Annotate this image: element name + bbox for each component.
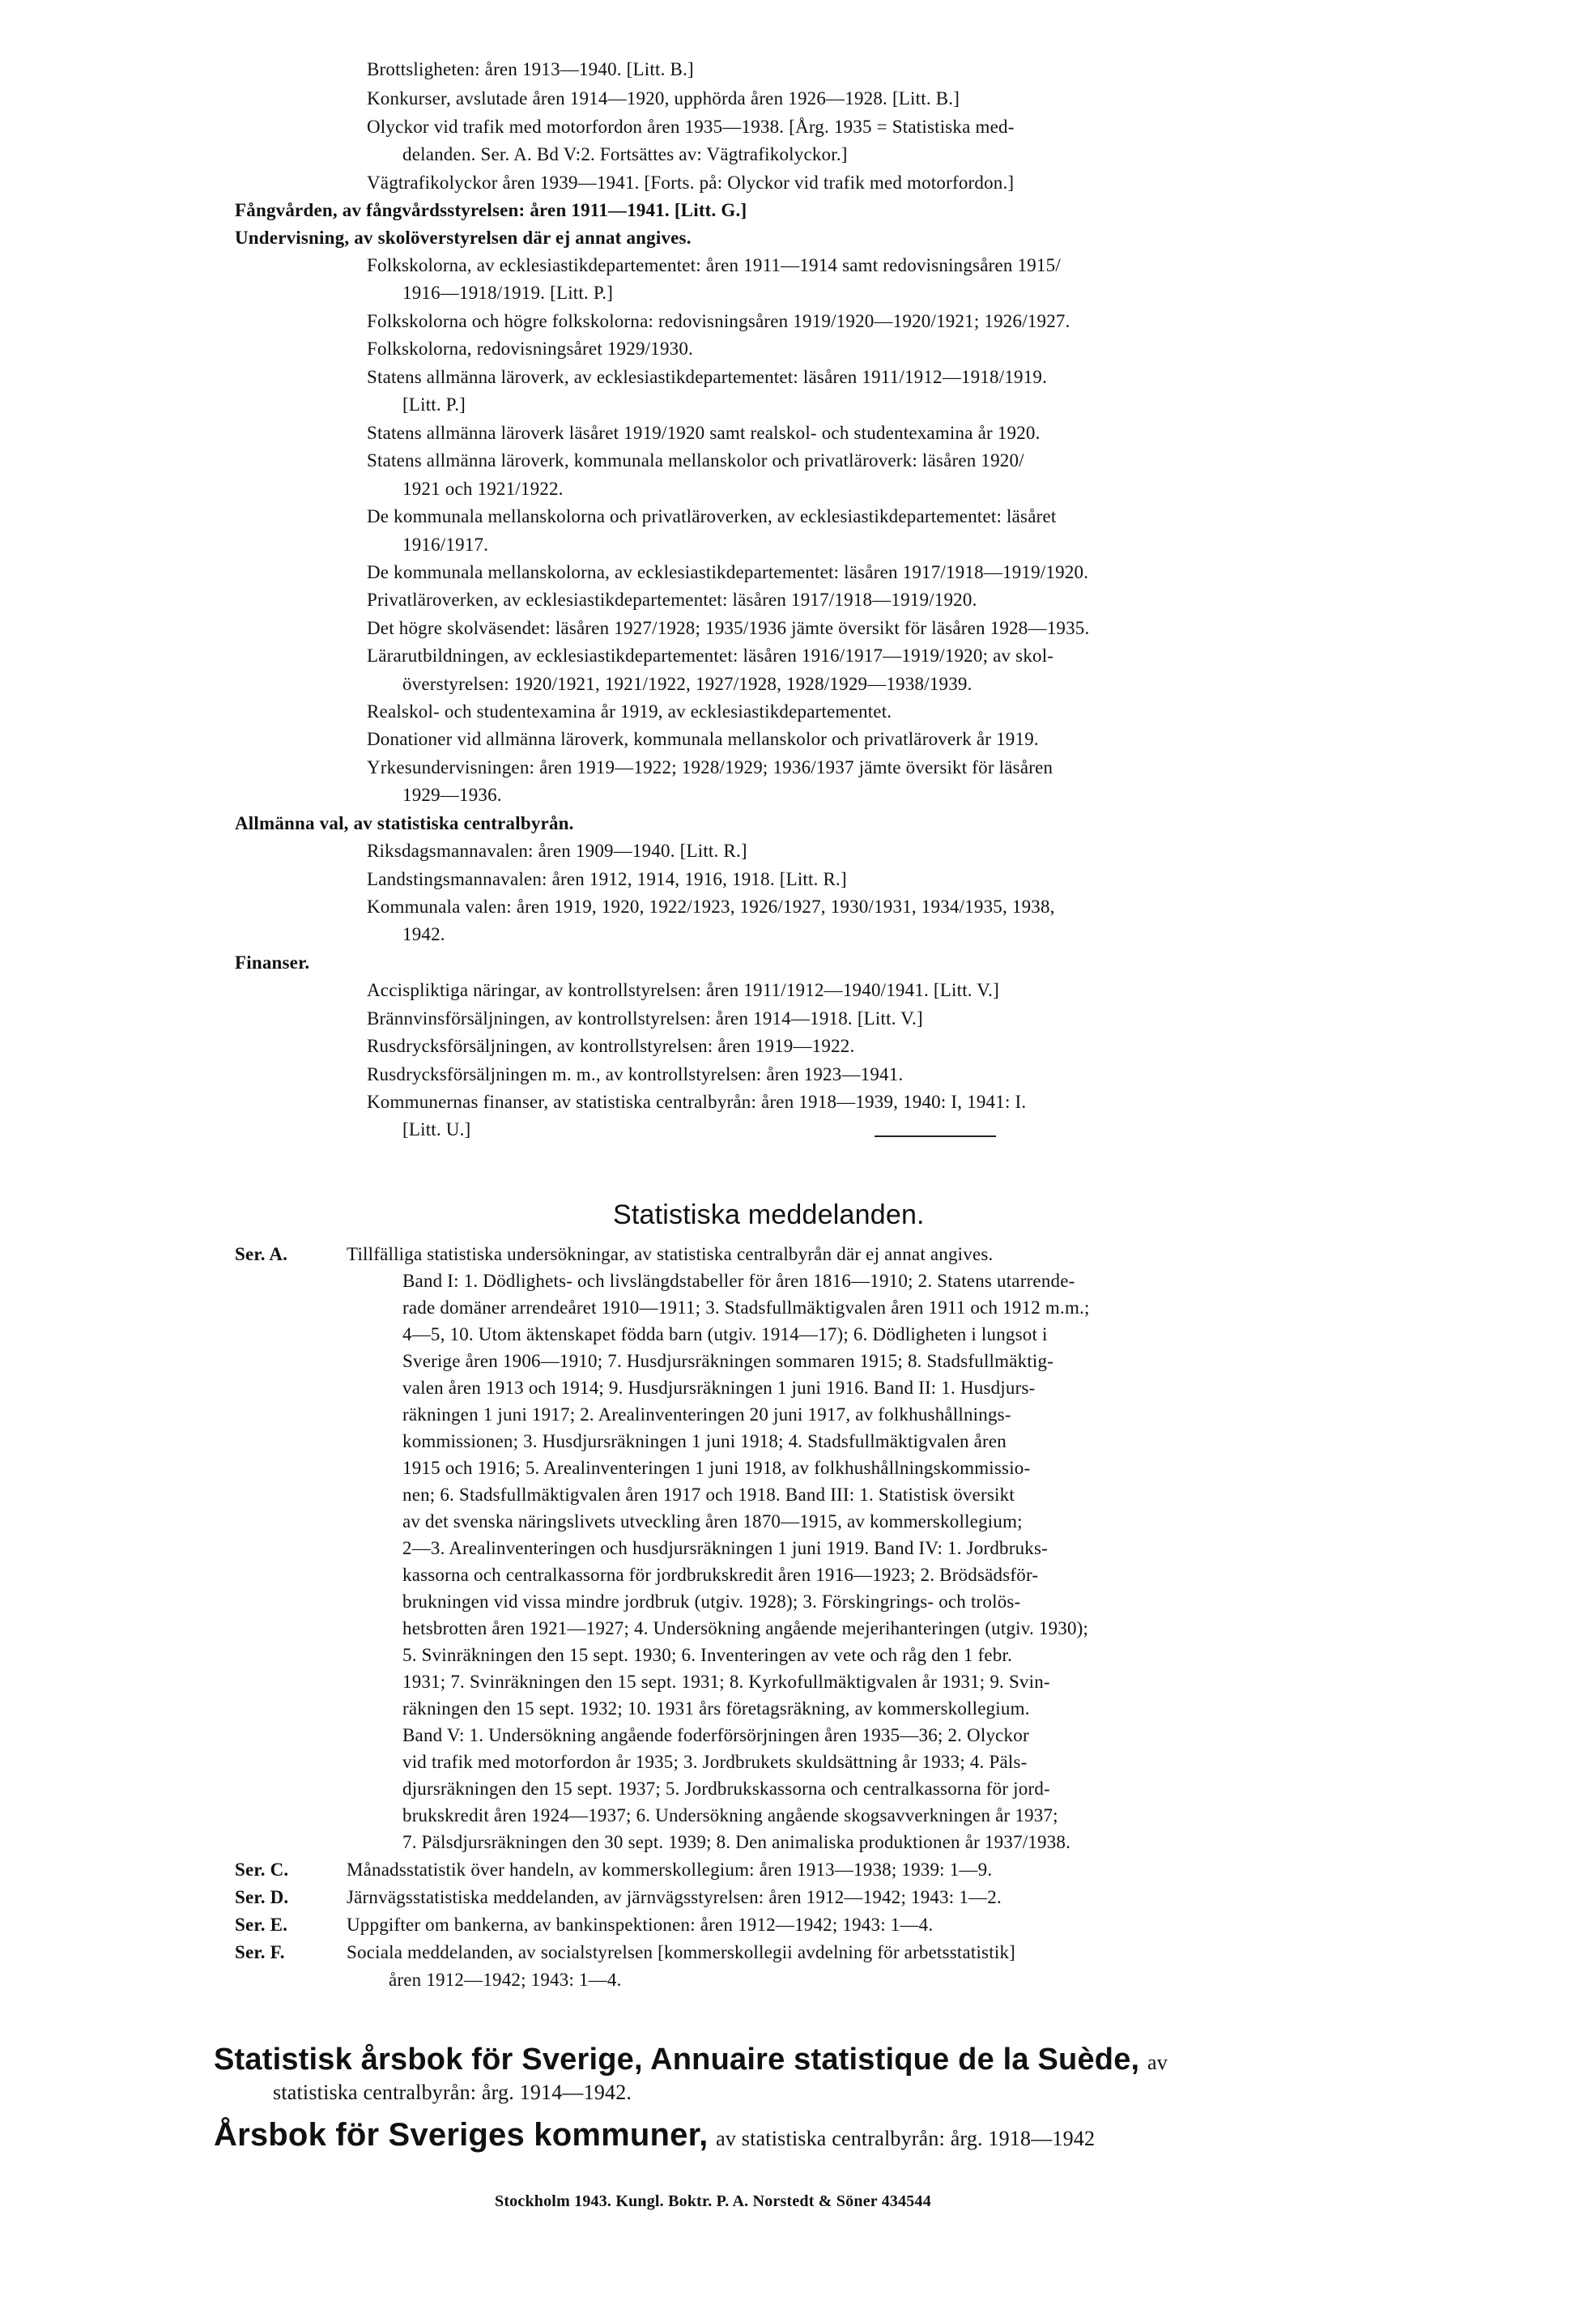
- yearbook-line-1: [214, 2042, 1168, 2081]
- text-line: [Litt. P.]: [402, 394, 466, 415]
- text-line: 1942.: [402, 924, 445, 944]
- text-line: Undervisning, av skolöverstyrelsen där ej annat angives.: [235, 228, 692, 248]
- text-line: brukningen vid vissa mindre jordbruk (utgiv. 1928); 3. Förskingrings- och trolös-: [402, 1591, 1021, 1612]
- text-line: Folkskolorna, redovisningsåret 1929/1930.: [367, 339, 693, 359]
- text-line: 1921 och 1921/1922.: [402, 479, 564, 499]
- text-line: nen; 6. Stadsfullmäktigvalen åren 1917 och 1918. Band III: 1. Statistisk översikt: [402, 1485, 1015, 1505]
- text-line: Ser. C.: [235, 1860, 289, 1880]
- text-line: [Litt. U.]: [402, 1119, 471, 1140]
- text-line: Finanser.: [235, 952, 310, 973]
- text-line: 1929—1936.: [402, 785, 502, 805]
- divider-rule: [875, 1135, 996, 1137]
- yearbook-line-1b: statistiska centralbyrån: årg. 1914—1942.: [273, 2081, 632, 2104]
- yearbook-line-2: [214, 2118, 1095, 2157]
- text-line: räkningen den 15 sept. 1932; 10. 1931 års företagsräkning, av kommerskollegium.: [402, 1698, 1030, 1719]
- text-line: djursräkningen den 15 sept. 1937; 5. Jordbrukskassorna och centralkassorna för jord-: [402, 1779, 1050, 1799]
- yearbook-publisher-2: av statistiska centralbyrån: årg. 1918—1942: [716, 2127, 1096, 2150]
- text-line: Band V: 1. Undersökning angående foderförsörjningen åren 1935—36; 2. Olyckor: [402, 1725, 1029, 1745]
- text-line: valen åren 1913 och 1914; 9. Husdjursräkningen 1 juni 1916. Band II: 1. Husdjurs-: [402, 1378, 1036, 1398]
- text-line: Yrkesundervisningen: åren 1919—1922; 1928/1929; 1936/1937 jämte översikt för läsåren: [367, 757, 1053, 777]
- text-line: Rusdrycksförsäljningen m. m., av kontrollstyrelsen: åren 1923—1941.: [367, 1064, 904, 1084]
- text-line: 4—5, 10. Utom äktenskapet födda barn (utgiv. 1914—17); 6. Dödligheten i lungsot i: [402, 1324, 1048, 1344]
- text-line: Privatläroverken, av ecklesiastikdepartementet: läsåren 1917/1918—1919/1920.: [367, 590, 977, 610]
- text-line: av det svenska näringslivets utveckling åren 1870—1915, av kommerskollegium;: [402, 1511, 1023, 1532]
- text-line: Olyckor vid trafik med motorfordon åren 1935—1938. [Årg. 1935 = Statistiska med-: [367, 117, 1015, 137]
- text-line: hetsbrotten åren 1921—1927; 4. Undersökning angående mejerihanteringen (utgiv. 1930);: [402, 1618, 1089, 1638]
- yearbook-title-2: Årsbok för Sveriges kommuner,: [214, 2117, 709, 2153]
- text-line: Rusdrycksförsäljningen, av kontrollstyrelsen: åren 1919—1922.: [367, 1036, 855, 1056]
- text-line: De kommunala mellanskolorna och privatläroverken, av ecklesiastikdepartementet: läsåret: [367, 506, 1057, 526]
- section-title: Statistiska meddelanden.: [613, 1199, 925, 1230]
- text-line: Allmänna val, av statistiska centralbyrån.: [235, 813, 574, 833]
- text-line: Kommunernas finanser, av statistiska centralbyrån: åren 1918—1939, 1940: I, 1941: I.: [367, 1092, 1027, 1112]
- text-line: Folkskolorna, av ecklesiastikdepartementet: åren 1911—1914 samt redovisningsåren 1915/: [367, 255, 1061, 275]
- text-line: 2—3. Arealinventeringen och husdjursräkningen 1 juni 1919. Band IV: 1. Jordbruks-: [402, 1538, 1048, 1558]
- yearbook-title-1: Statistisk årsbok för Sverige, Annuaire statistique de la Suède,: [214, 2043, 1140, 2077]
- text-line: Tillfälliga statistiska undersökningar, av statistiska centralbyrån där ej annat angives.: [347, 1244, 994, 1264]
- text-line: Ser. F.: [235, 1942, 285, 1962]
- text-line: 1916—1918/1919. [Litt. P.]: [402, 283, 614, 303]
- text-line: Vägtrafikolyckor åren 1939—1941. [Forts. på: Olyckor vid trafik med motorfordon.]: [367, 173, 1015, 193]
- text-line: Konkurser, avslutade åren 1914—1920, upphörda åren 1926—1928. [Litt. B.]: [367, 88, 960, 109]
- text-line: 7. Pälsdjursräkningen den 30 sept. 1939; 8. Den animaliska produktionen år 1937/1938.: [402, 1832, 1071, 1852]
- text-line: Folkskolorna och högre folkskolorna: redovisningsåren 1919/1920—1920/1921; 1926/1927.: [367, 311, 1070, 331]
- text-line: Det högre skolväsendet: läsåren 1927/1928; 1935/1936 jämte översikt för läsåren 1928—1935.: [367, 618, 1090, 638]
- text-line: Kommunala valen: åren 1919, 1920, 1922/1923, 1926/1927, 1930/1931, 1934/1935, 1938,: [367, 897, 1055, 917]
- text-line: De kommunala mellanskolorna, av ecklesiastikdepartementet: läsåren 1917/1918—1919/1920.: [367, 562, 1089, 582]
- text-line: Donationer vid allmänna läroverk, kommunala mellanskolor och privatläroverk år 1919.: [367, 729, 1039, 749]
- text-line: 5. Svinräkningen den 15 sept. 1930; 6. Inventeringen av vete och råg den 1 febr.: [402, 1645, 1013, 1665]
- text-line: Lärarutbildningen, av ecklesiastikdepartementet: läsåren 1916/1917—1919/1920; av skol-: [367, 645, 1054, 666]
- text-line: åren 1912—1942; 1943: 1—4.: [389, 1970, 622, 1990]
- text-line: kommissionen; 3. Husdjursräkningen 1 juni 1918; 4. Stadsfullmäktigvalen åren: [402, 1431, 1007, 1451]
- text-line: Ser. E.: [235, 1915, 288, 1935]
- text-line: Riksdagsmannavalen: åren 1909—1940. [Litt. R.]: [367, 841, 747, 861]
- text-line: Realskol- och studentexamina år 1919, av ecklesiastikdepartementet.: [367, 701, 892, 722]
- text-line: kassorna och centralkassorna för jordbrukskredit åren 1916—1923; 2. Brödsädsför-: [402, 1565, 1039, 1585]
- text-line: vid trafik med motorfordon år 1935; 3. Jordbrukets skuldsättning år 1933; 4. Päls-: [402, 1752, 1028, 1772]
- text-line: Ser. A.: [235, 1244, 288, 1264]
- text-line: Fångvården, av fångvårdsstyrelsen: åren 1911—1941. [Litt. G.]: [235, 200, 747, 220]
- text-line: Band I: 1. Dödlighets- och livslängdstabeller för åren 1816—1910; 2. Statens utarrende-: [402, 1271, 1075, 1291]
- text-line: brukskredit åren 1924—1937; 6. Undersökning angående skogsavverkningen år 1937;: [402, 1805, 1058, 1825]
- text-line: Brännvinsförsäljningen, av kontrollstyrelsen: åren 1914—1918. [Litt. V.]: [367, 1008, 923, 1029]
- text-line: räkningen 1 juni 1917; 2. Arealinventeringen 20 juni 1917, av folkhushållnings-: [402, 1404, 1011, 1425]
- text-line: Månadsstatistik över handeln, av kommerskollegium: åren 1913—1938; 1939: 1—9.: [347, 1860, 993, 1880]
- text-line: Järnvägsstatistiska meddelanden, av järnvägsstyrelsen: åren 1912—1942; 1943: 1—2.: [347, 1887, 1002, 1907]
- text-line: överstyrelsen: 1920/1921, 1921/1922, 1927/1928, 1928/1929—1938/1939.: [402, 674, 972, 694]
- text-line: Ser. D.: [235, 1887, 289, 1907]
- text-line: Landstingsmannavalen: åren 1912, 1914, 1916, 1918. [Litt. R.]: [367, 869, 847, 889]
- text-line: delanden. Ser. A. Bd V:2. Fortsättes av: Vägtrafikolyckor.]: [402, 144, 848, 164]
- printer-imprint: Stockholm 1943. Kungl. Boktr. P. A. Norstedt & Söner 434544: [495, 2192, 931, 2210]
- text-line: Uppgifter om bankerna, av bankinspektionen: åren 1912—1942; 1943: 1—4.: [347, 1915, 934, 1935]
- text-line: rade domäner arrendeåret 1910—1911; 3. Stadsfullmäktigvalen åren 1911 och 1912 m.m.;: [402, 1297, 1090, 1318]
- text-line: 1915 och 1916; 5. Arealinventeringen 1 juni 1918, av folkhushållningskommissio-: [402, 1458, 1031, 1478]
- yearbook-publisher-1: av: [1147, 2051, 1168, 2074]
- text-line: 1931; 7. Svinräkningen den 15 sept. 1931; 8. Kyrkofullmäktigvalen år 1931; 9. Svin-: [402, 1672, 1050, 1692]
- text-line: Sociala meddelanden, av socialstyrelsen [kommerskollegii avdelning för arbetsstatistik]: [347, 1942, 1016, 1962]
- text-line: Brottsligheten: åren 1913—1940. [Litt. B.]: [367, 59, 694, 79]
- text-line: Statens allmänna läroverk läsåret 1919/1920 samt realskol- och studentexamina år 1920.: [367, 423, 1041, 443]
- text-line: 1916/1917.: [402, 535, 489, 555]
- text-line: Sverige åren 1906—1910; 7. Husdjursräkningen sommaren 1915; 8. Stadsfullmäktig-: [402, 1351, 1054, 1371]
- text-line: Accispliktiga näringar, av kontrollstyrelsen: åren 1911/1912—1940/1941. [Litt. V.]: [367, 980, 999, 1000]
- text-line: Statens allmänna läroverk, av ecklesiastikdepartementet: läsåren 1911/1912—1918/1919.: [367, 367, 1048, 387]
- text-line: Statens allmänna läroverk, kommunala mellanskolor och privatläroverk: läsåren 1920/: [367, 450, 1024, 471]
